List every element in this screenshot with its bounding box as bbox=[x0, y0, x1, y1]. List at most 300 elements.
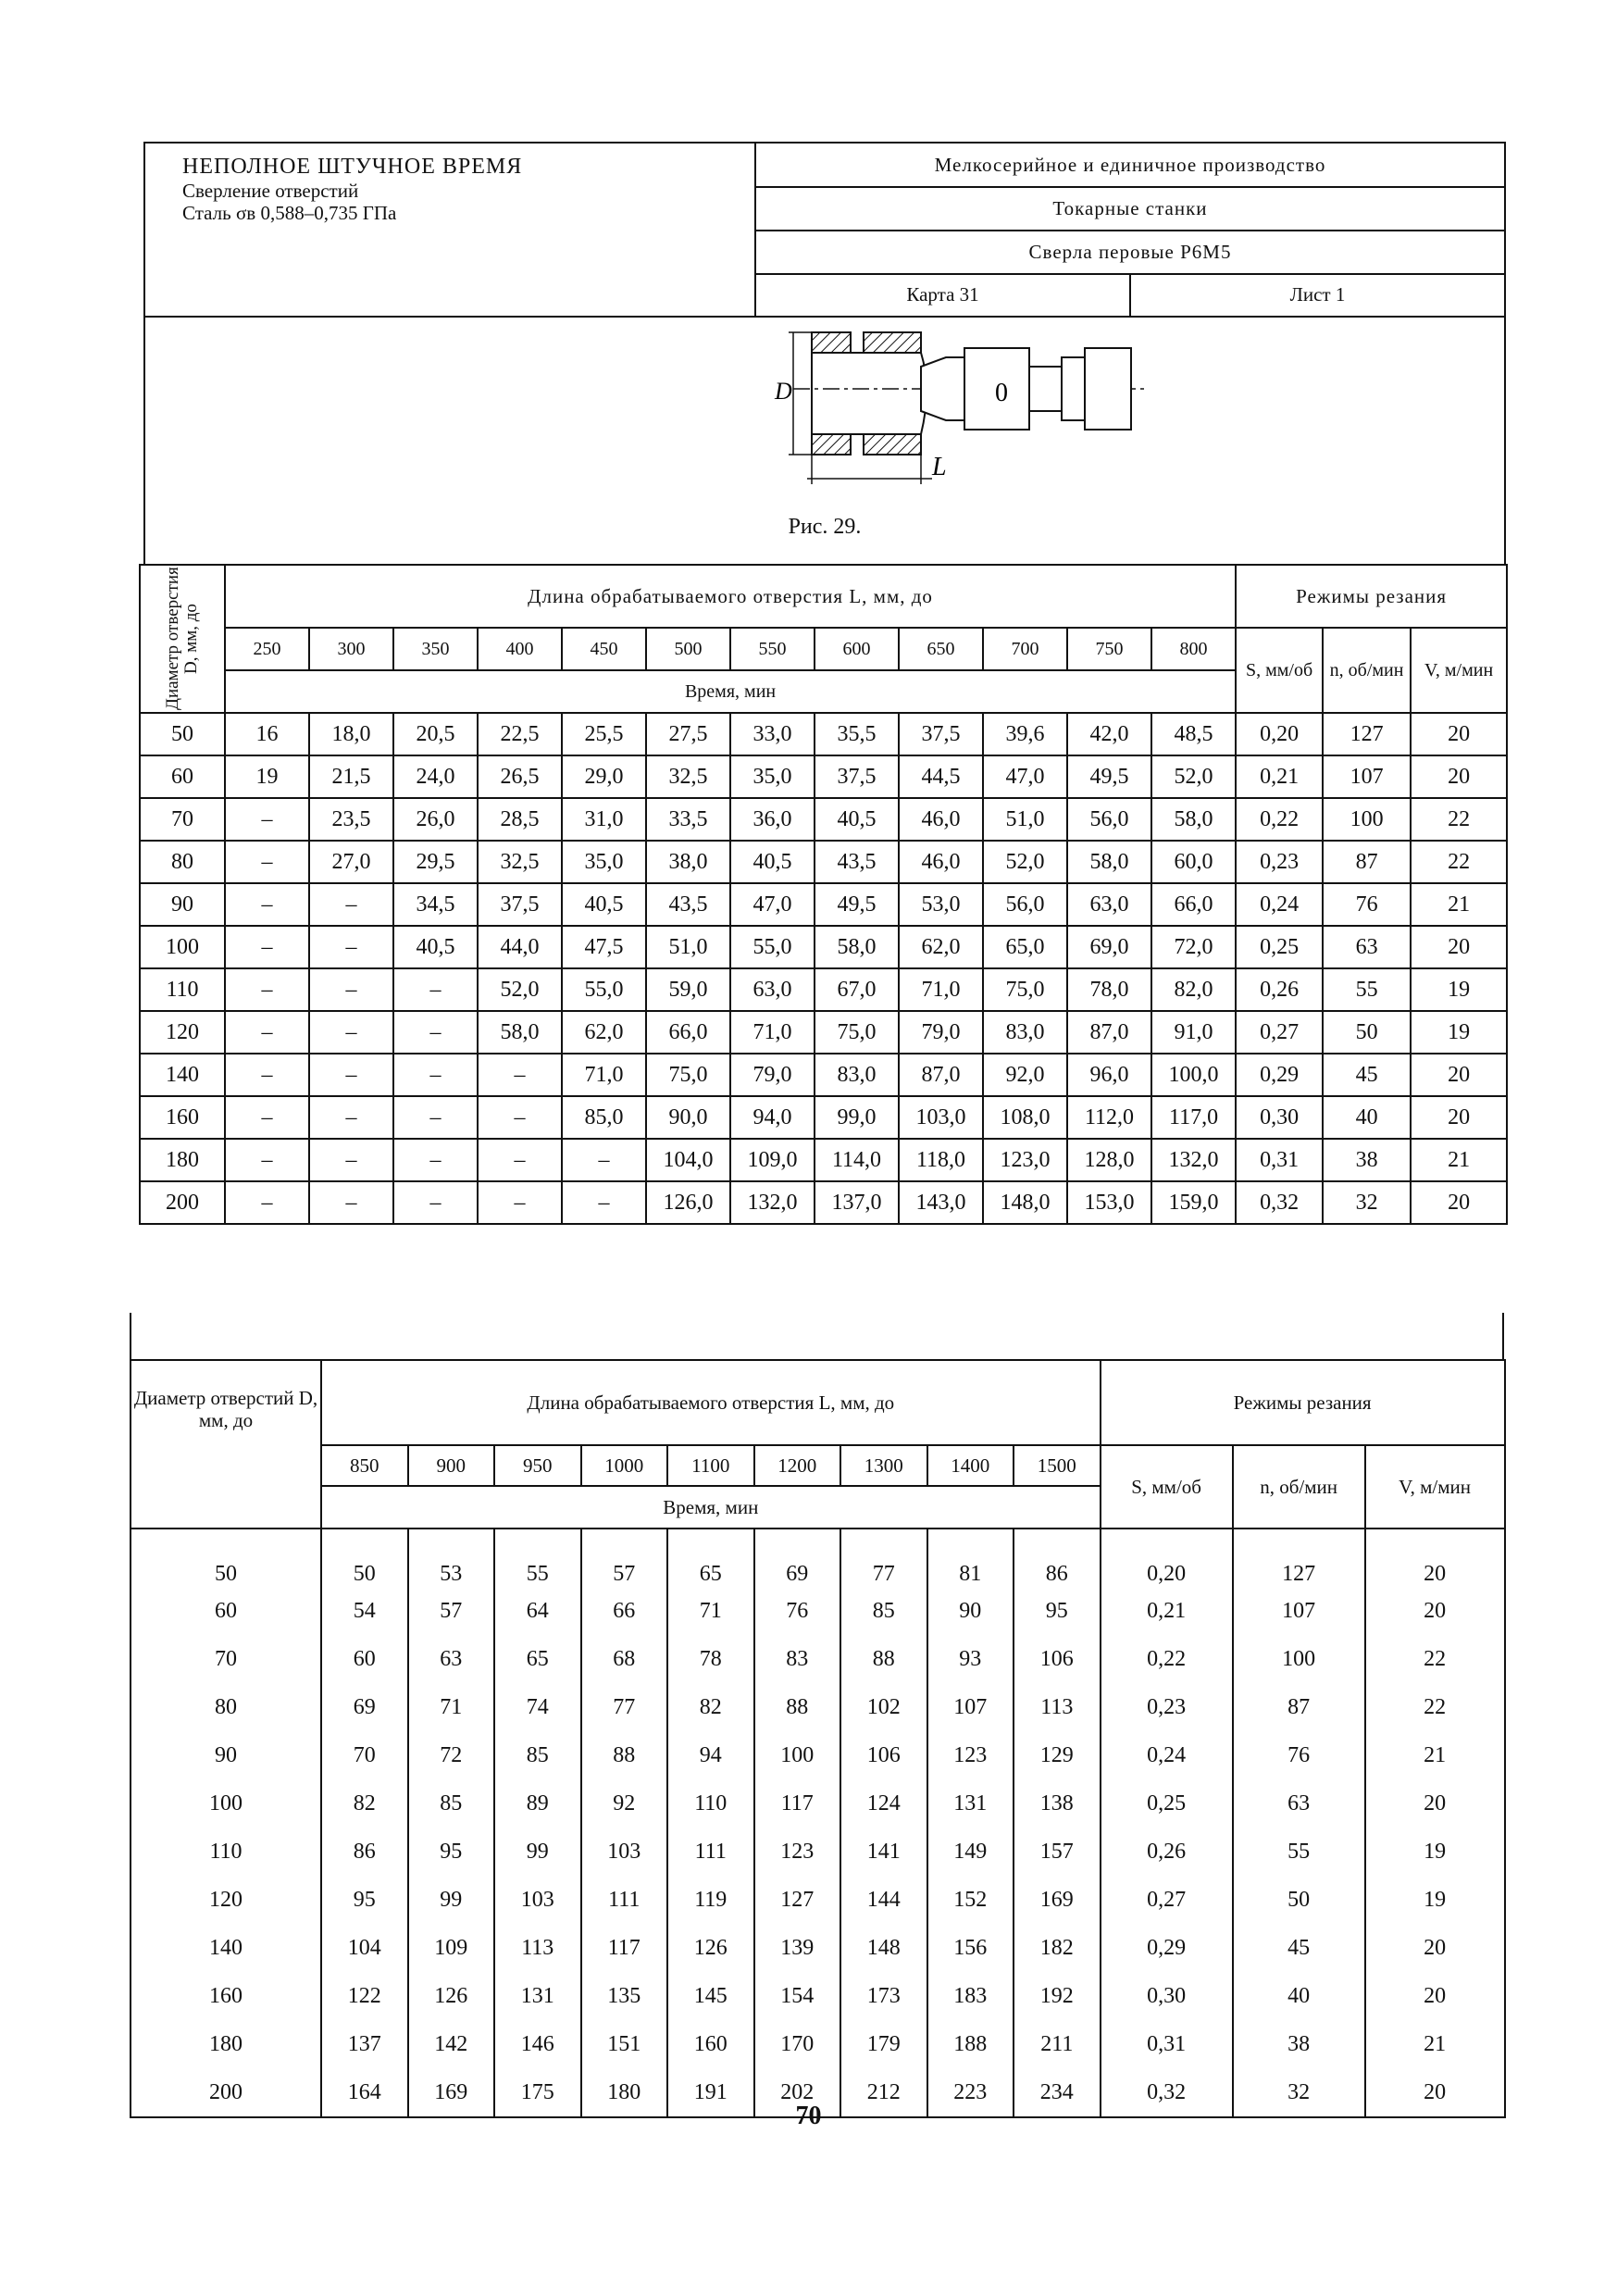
time-cell: 47,5 bbox=[562, 926, 646, 968]
time-cell: 56,0 bbox=[1067, 798, 1151, 841]
length-col-header: 350 bbox=[393, 628, 478, 670]
time-cell: 22,5 bbox=[478, 713, 562, 755]
time-cell: 47,0 bbox=[983, 755, 1067, 798]
time-cell: – bbox=[309, 1011, 393, 1054]
time-cell: – bbox=[393, 1181, 478, 1224]
table-row bbox=[131, 1779, 1505, 1828]
length-col-header: 300 bbox=[309, 628, 393, 670]
time-cell: 35,5 bbox=[815, 713, 899, 755]
mode-col-header: V, м/мин bbox=[1365, 1445, 1505, 1529]
time-cell: 82,0 bbox=[1151, 968, 1236, 1011]
time-cell: 95 bbox=[1014, 1587, 1101, 1635]
time-cell: – bbox=[309, 1096, 393, 1139]
time-cell: 35,0 bbox=[562, 841, 646, 883]
mode-col-header: S, мм/об bbox=[1101, 1445, 1233, 1529]
mode-cell: 22 bbox=[1411, 798, 1507, 841]
time-cell: 79,0 bbox=[899, 1011, 983, 1054]
time-cell: 100 bbox=[754, 1731, 841, 1779]
mode-cell: 76 bbox=[1323, 883, 1411, 926]
time-cell: 182 bbox=[1014, 1924, 1101, 1972]
time-cell: 127 bbox=[754, 1876, 841, 1924]
length-col-header: 400 bbox=[478, 628, 562, 670]
time-cell: 49,5 bbox=[815, 883, 899, 926]
time-cell: 173 bbox=[840, 1972, 927, 2020]
mode-cell: 0,20 bbox=[1236, 713, 1323, 755]
card-sheet-row bbox=[756, 273, 1504, 316]
time-cell: 20,5 bbox=[393, 713, 478, 755]
time-cell: – bbox=[309, 883, 393, 926]
holder-body bbox=[1085, 348, 1131, 430]
mode-cell: 22 bbox=[1365, 1635, 1505, 1683]
table-row bbox=[131, 1731, 1505, 1779]
time-cell: 21,5 bbox=[309, 755, 393, 798]
time-cell: 71 bbox=[408, 1683, 495, 1731]
time-cell: 95 bbox=[408, 1828, 495, 1876]
length-col-header: 1200 bbox=[754, 1445, 841, 1486]
mode-col-header: n, об/мин bbox=[1233, 1445, 1365, 1529]
time-cell: 40,5 bbox=[815, 798, 899, 841]
time-cell: 52,0 bbox=[478, 968, 562, 1011]
time-cell: 51,0 bbox=[646, 926, 730, 968]
table-row bbox=[140, 926, 1507, 968]
mode-cell: 50 bbox=[1323, 1011, 1411, 1054]
mode-cell: 0,26 bbox=[1101, 1828, 1233, 1876]
mode-cell: 45 bbox=[1323, 1054, 1411, 1096]
time-cell: 71,0 bbox=[562, 1054, 646, 1096]
mode-cell: 20 bbox=[1365, 1587, 1505, 1635]
time-cell: – bbox=[309, 1054, 393, 1096]
mode-cell: 38 bbox=[1233, 2020, 1365, 2068]
length-col-header: 700 bbox=[983, 628, 1067, 670]
time-cell: 180 bbox=[581, 2068, 668, 2117]
time-table-2 bbox=[130, 1359, 1506, 2118]
drill-head bbox=[921, 357, 964, 420]
time-cell: 71 bbox=[667, 1587, 754, 1635]
time-cell: 38,0 bbox=[646, 841, 730, 883]
mode-cell: 21 bbox=[1411, 883, 1507, 926]
drill-diagram bbox=[627, 316, 1145, 510]
table-row bbox=[131, 1529, 1505, 1587]
diameter-cell: 100 bbox=[131, 1779, 321, 1828]
time-header: Время, мин bbox=[321, 1486, 1101, 1529]
time-cell: 58,0 bbox=[1067, 841, 1151, 883]
header-info-block bbox=[756, 144, 1504, 316]
time-cell: 234 bbox=[1014, 2068, 1101, 2117]
time-cell: 85,0 bbox=[562, 1096, 646, 1139]
time-cell: 44,0 bbox=[478, 926, 562, 968]
diameter-cell: 110 bbox=[140, 968, 225, 1011]
mode-cell: 0,23 bbox=[1101, 1683, 1233, 1731]
length-col-header: 600 bbox=[815, 628, 899, 670]
length-col-header: 650 bbox=[899, 628, 983, 670]
time-cell: 40,5 bbox=[393, 926, 478, 968]
sheet-number: Лист 1 bbox=[1289, 282, 1346, 306]
diameter-cell: 50 bbox=[131, 1529, 321, 1587]
time-cell: 123 bbox=[754, 1828, 841, 1876]
drill-letter: 0 bbox=[995, 379, 1008, 407]
time-cell: 24,0 bbox=[393, 755, 478, 798]
mode-cell: 107 bbox=[1233, 1587, 1365, 1635]
time-cell: 179 bbox=[840, 2020, 927, 2068]
time-cell: – bbox=[225, 841, 309, 883]
time-cell: 37,5 bbox=[815, 755, 899, 798]
mode-cell: 20 bbox=[1365, 1779, 1505, 1828]
diameter-cell: 140 bbox=[131, 1924, 321, 1972]
mode-cell: 40 bbox=[1323, 1096, 1411, 1139]
time-cell: 113 bbox=[494, 1924, 581, 1972]
mode-cell: 22 bbox=[1365, 1683, 1505, 1731]
time-cell: 146 bbox=[494, 2020, 581, 2068]
time-cell: 212 bbox=[840, 2068, 927, 2117]
mode-cell: 0,25 bbox=[1101, 1779, 1233, 1828]
drill-shank bbox=[1029, 367, 1062, 411]
time-cell: – bbox=[309, 926, 393, 968]
time-cell: 75,0 bbox=[815, 1011, 899, 1054]
time-cell: 156 bbox=[927, 1924, 1014, 1972]
time-cell: 88 bbox=[840, 1635, 927, 1683]
time-cell: 59,0 bbox=[646, 968, 730, 1011]
time-cell: 144 bbox=[840, 1876, 927, 1924]
time-cell: 157 bbox=[1014, 1828, 1101, 1876]
mode-cell: 22 bbox=[1411, 841, 1507, 883]
page-number: 70 bbox=[795, 2102, 822, 2130]
time-cell: 108,0 bbox=[983, 1096, 1067, 1139]
table-row bbox=[131, 1972, 1505, 2020]
time-cell: 83,0 bbox=[815, 1054, 899, 1096]
time-cell: 100,0 bbox=[1151, 1054, 1236, 1096]
mode-cell: 21 bbox=[1411, 1139, 1507, 1181]
time-cell: 126,0 bbox=[646, 1181, 730, 1224]
time-cell: 69 bbox=[321, 1683, 408, 1731]
time-cell: 103 bbox=[494, 1876, 581, 1924]
figure-caption: Рис. 29. bbox=[788, 515, 862, 539]
time-cell: 72,0 bbox=[1151, 926, 1236, 968]
time-cell: 82 bbox=[667, 1683, 754, 1731]
time-cell: – bbox=[225, 926, 309, 968]
time-cell: 35,0 bbox=[730, 755, 815, 798]
time-cell: 27,0 bbox=[309, 841, 393, 883]
time-cell: 112,0 bbox=[1067, 1096, 1151, 1139]
mode-cell: 32 bbox=[1233, 2068, 1365, 2117]
time-cell: 27,5 bbox=[646, 713, 730, 755]
time-cell: 18,0 bbox=[309, 713, 393, 755]
mode-cell: 0,27 bbox=[1101, 1876, 1233, 1924]
time-cell: 43,5 bbox=[646, 883, 730, 926]
time-cell: 211 bbox=[1014, 2020, 1101, 2068]
time-cell: 53 bbox=[408, 1529, 495, 1587]
diameter-cell: 80 bbox=[131, 1683, 321, 1731]
length-label: L bbox=[932, 453, 947, 481]
time-cell: 16 bbox=[225, 713, 309, 755]
time-cell: 89 bbox=[494, 1779, 581, 1828]
time-cell: 66,0 bbox=[646, 1011, 730, 1054]
time-cell: 95 bbox=[321, 1876, 408, 1924]
mode-cell: 19 bbox=[1411, 968, 1507, 1011]
mode-cell: 100 bbox=[1233, 1635, 1365, 1683]
time-cell: 85 bbox=[408, 1779, 495, 1828]
table-row bbox=[140, 841, 1507, 883]
time-cell: 70 bbox=[321, 1731, 408, 1779]
time-cell: 92,0 bbox=[983, 1054, 1067, 1096]
diameter-cell: 60 bbox=[131, 1587, 321, 1635]
mode-col-header: n, об/мин bbox=[1323, 628, 1411, 713]
mode-cell: 40 bbox=[1233, 1972, 1365, 2020]
time-cell: 68 bbox=[581, 1635, 668, 1683]
time-cell: 57 bbox=[581, 1529, 668, 1587]
time-cell: – bbox=[393, 1139, 478, 1181]
time-cell: 94,0 bbox=[730, 1096, 815, 1139]
length-col-header: 950 bbox=[494, 1445, 581, 1486]
time-cell: 23,5 bbox=[309, 798, 393, 841]
time-cell: – bbox=[478, 1096, 562, 1139]
time-cell: 109 bbox=[408, 1924, 495, 1972]
time-cell: 74 bbox=[494, 1683, 581, 1731]
mode-cell: 0,25 bbox=[1236, 926, 1323, 968]
time-cell: 85 bbox=[494, 1731, 581, 1779]
time-cell: 126 bbox=[667, 1924, 754, 1972]
time-cell: 145 bbox=[667, 1972, 754, 2020]
table-row bbox=[140, 968, 1507, 1011]
diameter-cell: 70 bbox=[140, 798, 225, 841]
time-cell: 78,0 bbox=[1067, 968, 1151, 1011]
time-cell: 223 bbox=[927, 2068, 1014, 2117]
time-cell: 152 bbox=[927, 1876, 1014, 1924]
time-cell: 77 bbox=[581, 1683, 668, 1731]
time-cell: 81 bbox=[927, 1529, 1014, 1587]
header-block bbox=[143, 142, 1506, 318]
time-cell: 122 bbox=[321, 1972, 408, 2020]
time-cell: 67,0 bbox=[815, 968, 899, 1011]
mode-cell: 0,29 bbox=[1236, 1054, 1323, 1096]
time-cell: – bbox=[225, 1054, 309, 1096]
length-col-header: 550 bbox=[730, 628, 815, 670]
mode-cell: 20 bbox=[1365, 2068, 1505, 2117]
table-row bbox=[140, 1054, 1507, 1096]
time-cell: 99 bbox=[408, 1876, 495, 1924]
mode-cell: 63 bbox=[1323, 926, 1411, 968]
time-cell: 48,5 bbox=[1151, 713, 1236, 755]
time-cell: 87,0 bbox=[899, 1054, 983, 1096]
time-cell: 69,0 bbox=[1067, 926, 1151, 968]
time-cell: 55 bbox=[494, 1529, 581, 1587]
time-cell: 62,0 bbox=[562, 1011, 646, 1054]
diameter-cell: 180 bbox=[131, 2020, 321, 2068]
modes-header: Режимы резания bbox=[1236, 565, 1507, 628]
mode-cell: 20 bbox=[1365, 1972, 1505, 2020]
time-cell: 107 bbox=[927, 1683, 1014, 1731]
diameter-cell: 140 bbox=[140, 1054, 225, 1096]
table-row bbox=[131, 2020, 1505, 2068]
time-cell: 65 bbox=[667, 1529, 754, 1587]
time-cell: 102 bbox=[840, 1683, 927, 1731]
time-cell: 109,0 bbox=[730, 1139, 815, 1181]
time-cell: 26,5 bbox=[478, 755, 562, 798]
mode-cell: 21 bbox=[1365, 2020, 1505, 2068]
diameter-cell: 180 bbox=[140, 1139, 225, 1181]
time-cell: 126 bbox=[408, 1972, 495, 2020]
time-cell: 76 bbox=[754, 1587, 841, 1635]
time-cell: 29,5 bbox=[393, 841, 478, 883]
length-col-header: 800 bbox=[1151, 628, 1236, 670]
mode-cell: 19 bbox=[1365, 1876, 1505, 1924]
time-cell: 139 bbox=[754, 1924, 841, 1972]
mode-cell: 76 bbox=[1233, 1731, 1365, 1779]
time-cell: 128,0 bbox=[1067, 1139, 1151, 1181]
diameter-cell: 90 bbox=[131, 1731, 321, 1779]
time-cell: 26,0 bbox=[393, 798, 478, 841]
time-cell: 52,0 bbox=[1151, 755, 1236, 798]
time-cell: 148 bbox=[840, 1924, 927, 1972]
mode-cell: 87 bbox=[1323, 841, 1411, 883]
mode-cell: 107 bbox=[1323, 755, 1411, 798]
time-cell: 111 bbox=[667, 1828, 754, 1876]
time-cell: 103 bbox=[581, 1828, 668, 1876]
diameter-cell: 50 bbox=[140, 713, 225, 755]
time-cell: 104,0 bbox=[646, 1139, 730, 1181]
length-col-header: 450 bbox=[562, 628, 646, 670]
time-cell: 153,0 bbox=[1067, 1181, 1151, 1224]
time-cell: 34,5 bbox=[393, 883, 478, 926]
time-cell: 149 bbox=[927, 1828, 1014, 1876]
diameter-header: Диаметр отверстий D, мм, до bbox=[131, 1360, 321, 1529]
table-row bbox=[140, 1011, 1507, 1054]
workpiece-section-bottom-right bbox=[864, 434, 921, 455]
time-cell: 32,5 bbox=[646, 755, 730, 798]
time-cell: 40,5 bbox=[562, 883, 646, 926]
time-cell: – bbox=[225, 883, 309, 926]
time-cell: 99 bbox=[494, 1828, 581, 1876]
diameter-cell: 160 bbox=[140, 1096, 225, 1139]
card-number: Карта 31 bbox=[756, 273, 1131, 316]
mode-cell: 0,31 bbox=[1236, 1139, 1323, 1181]
mode-cell: 20 bbox=[1411, 755, 1507, 798]
time-cell: – bbox=[225, 798, 309, 841]
time-cell: 123,0 bbox=[983, 1139, 1067, 1181]
time-cell: 159,0 bbox=[1151, 1181, 1236, 1224]
time-cell: 132,0 bbox=[1151, 1139, 1236, 1181]
time-cell: 131 bbox=[494, 1972, 581, 2020]
time-cell: 170 bbox=[754, 2020, 841, 2068]
material-label: Сталь σв 0,588–0,735 ГПа bbox=[182, 202, 397, 224]
mode-cell: 38 bbox=[1323, 1139, 1411, 1181]
mode-cell: 20 bbox=[1411, 1181, 1507, 1224]
time-cell: 43,5 bbox=[815, 841, 899, 883]
diameter-cell: 90 bbox=[140, 883, 225, 926]
time-cell: 188 bbox=[927, 2020, 1014, 2068]
time-cell: – bbox=[393, 1011, 478, 1054]
time-cell: 54 bbox=[321, 1587, 408, 1635]
time-cell: 28,5 bbox=[478, 798, 562, 841]
time-cell: 47,0 bbox=[730, 883, 815, 926]
time-cell: 72 bbox=[408, 1731, 495, 1779]
time-cell: – bbox=[225, 1096, 309, 1139]
table-row bbox=[140, 798, 1507, 841]
table-row bbox=[131, 1924, 1505, 1972]
mode-cell: 0,32 bbox=[1101, 2068, 1233, 2117]
time-cell: 85 bbox=[840, 1587, 927, 1635]
modes-header: Режимы резания bbox=[1101, 1360, 1505, 1445]
time-cell: 86 bbox=[1014, 1529, 1101, 1587]
time-cell: 58,0 bbox=[1151, 798, 1236, 841]
time-cell: 49,5 bbox=[1067, 755, 1151, 798]
length-col-header: 850 bbox=[321, 1445, 408, 1486]
time-cell: 71,0 bbox=[899, 968, 983, 1011]
length-col-header: 1500 bbox=[1014, 1445, 1101, 1486]
time-cell: 56,0 bbox=[983, 883, 1067, 926]
diameter-header: Диаметр отверстия D, мм, до bbox=[140, 565, 225, 713]
time-cell: 93 bbox=[927, 1635, 1014, 1683]
mode-cell: 21 bbox=[1365, 1731, 1505, 1779]
time-cell: 117,0 bbox=[1151, 1096, 1236, 1139]
mode-cell: 0,30 bbox=[1101, 1972, 1233, 2020]
operation-label: Сверление отверстий bbox=[182, 180, 359, 202]
mode-cell: 87 bbox=[1233, 1683, 1365, 1731]
workpiece-section-bottom-left bbox=[812, 434, 851, 455]
time-cell: 118,0 bbox=[899, 1139, 983, 1181]
time-cell: 69 bbox=[754, 1529, 841, 1587]
time-cell: 87,0 bbox=[1067, 1011, 1151, 1054]
length-col-header: 1400 bbox=[927, 1445, 1014, 1486]
time-cell: 60 bbox=[321, 1635, 408, 1683]
diameter-cell: 120 bbox=[140, 1011, 225, 1054]
length-col-header: 900 bbox=[408, 1445, 495, 1486]
time-cell: 40,5 bbox=[730, 841, 815, 883]
mode-cell: 20 bbox=[1411, 1096, 1507, 1139]
mode-cell: 32 bbox=[1323, 1181, 1411, 1224]
time-cell: 91,0 bbox=[1151, 1011, 1236, 1054]
time-cell: 63 bbox=[408, 1635, 495, 1683]
mode-cell: 63 bbox=[1233, 1779, 1365, 1828]
mode-cell: 127 bbox=[1233, 1529, 1365, 1587]
time-cell: – bbox=[225, 1011, 309, 1054]
length-col-header: 750 bbox=[1067, 628, 1151, 670]
time-cell: – bbox=[562, 1181, 646, 1224]
time-cell: 94 bbox=[667, 1731, 754, 1779]
mode-cell: 0,21 bbox=[1101, 1587, 1233, 1635]
tool-label: Сверла перовые Р6М5 bbox=[756, 231, 1504, 275]
diameter-label: D bbox=[775, 378, 792, 405]
time-table-1 bbox=[139, 564, 1508, 1225]
diameter-cell: 60 bbox=[140, 755, 225, 798]
time-cell: 191 bbox=[667, 2068, 754, 2117]
time-cell: 63,0 bbox=[730, 968, 815, 1011]
time-cell: 31,0 bbox=[562, 798, 646, 841]
time-cell: – bbox=[393, 1096, 478, 1139]
time-cell: 111 bbox=[581, 1876, 668, 1924]
time-cell: 137 bbox=[321, 2020, 408, 2068]
time-cell: 63,0 bbox=[1067, 883, 1151, 926]
time-cell: 79,0 bbox=[730, 1054, 815, 1096]
time-cell: 117 bbox=[581, 1924, 668, 1972]
length-col-header: 250 bbox=[225, 628, 309, 670]
time-cell: 202 bbox=[754, 2068, 841, 2117]
mode-cell: 0,26 bbox=[1236, 968, 1323, 1011]
mode-cell: 0,24 bbox=[1101, 1731, 1233, 1779]
diameter-cell: 70 bbox=[131, 1635, 321, 1683]
mode-cell: 0,22 bbox=[1101, 1635, 1233, 1683]
time-cell: 169 bbox=[408, 2068, 495, 2117]
time-cell: 52,0 bbox=[983, 841, 1067, 883]
length-header: Длина обрабатываемого отверстия L, мм, до bbox=[321, 1360, 1101, 1445]
time-cell: 71,0 bbox=[730, 1011, 815, 1054]
time-cell: 119 bbox=[667, 1876, 754, 1924]
production-label: Мелкосерийное и единичное производство bbox=[756, 144, 1504, 188]
time-cell: – bbox=[225, 1139, 309, 1181]
time-cell: 114,0 bbox=[815, 1139, 899, 1181]
time-cell: 19 bbox=[225, 755, 309, 798]
table-row bbox=[131, 1683, 1505, 1731]
mode-cell: 100 bbox=[1323, 798, 1411, 841]
